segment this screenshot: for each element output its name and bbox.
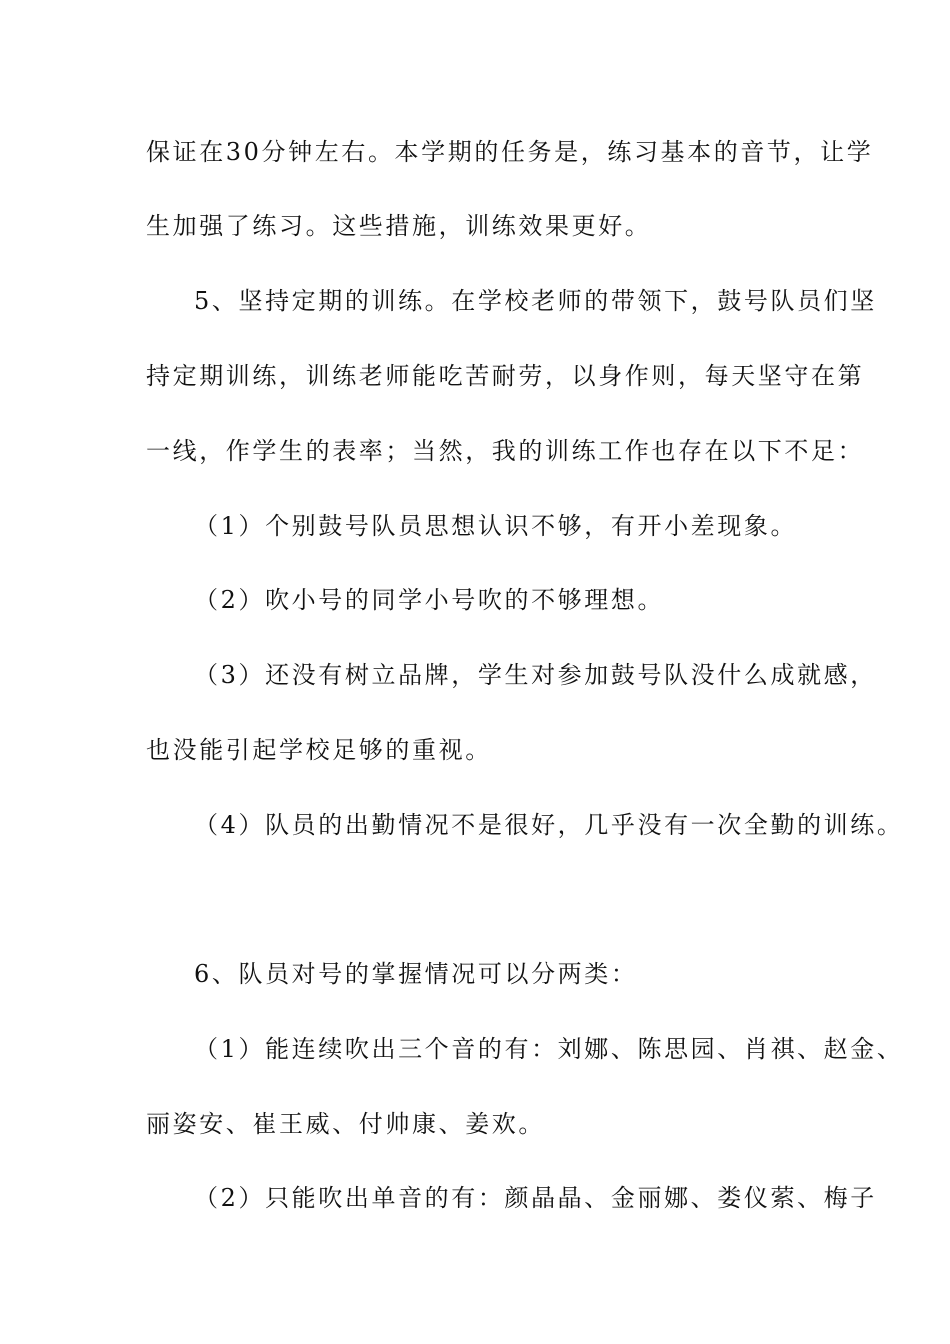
- list-item: （1）能连续吹出三个音的有：刘娜、陈思园、肖祺、赵金、: [194, 1035, 904, 1063]
- section-5-heading: 5、坚持定期的训练。在学校老师的带领下，鼓号队员们坚: [194, 287, 877, 315]
- list-item: （2）只能吹出单音的有：颜晶晶、金丽娜、娄仪萦、梅子: [194, 1184, 877, 1212]
- list-item: （2）吹小号的同学小号吹的不够理想。: [194, 586, 665, 614]
- paragraph-line: 保证在30分钟左右。本学期的任务是，练习基本的音节，让学: [146, 138, 874, 166]
- list-item: （4）队员的出勤情况不是很好，几乎没有一次全勤的训练。: [194, 811, 904, 839]
- section-6-heading: 6、队员对号的掌握情况可以分两类：: [194, 960, 638, 988]
- list-item: （3）还没有树立品牌，学生对参加鼓号队没什么成就感，: [194, 661, 877, 689]
- list-item: （1）个别鼓号队员思想认识不够，有开小差现象。: [194, 512, 798, 540]
- paragraph-line: 持定期训练，训练老师能吃苦耐劳，以身作则，每天坚守在第: [146, 362, 865, 390]
- paragraph-line: 丽姿安、崔王威、付帅康、姜欢。: [146, 1110, 545, 1138]
- paragraph-line: 也没能引起学校足够的重视。: [146, 736, 492, 764]
- paragraph-line: 生加强了练习。这些措施，训练效果更好。: [146, 212, 652, 240]
- paragraph-line: 一线，作学生的表率；当然，我的训练工作也存在以下不足：: [146, 437, 865, 465]
